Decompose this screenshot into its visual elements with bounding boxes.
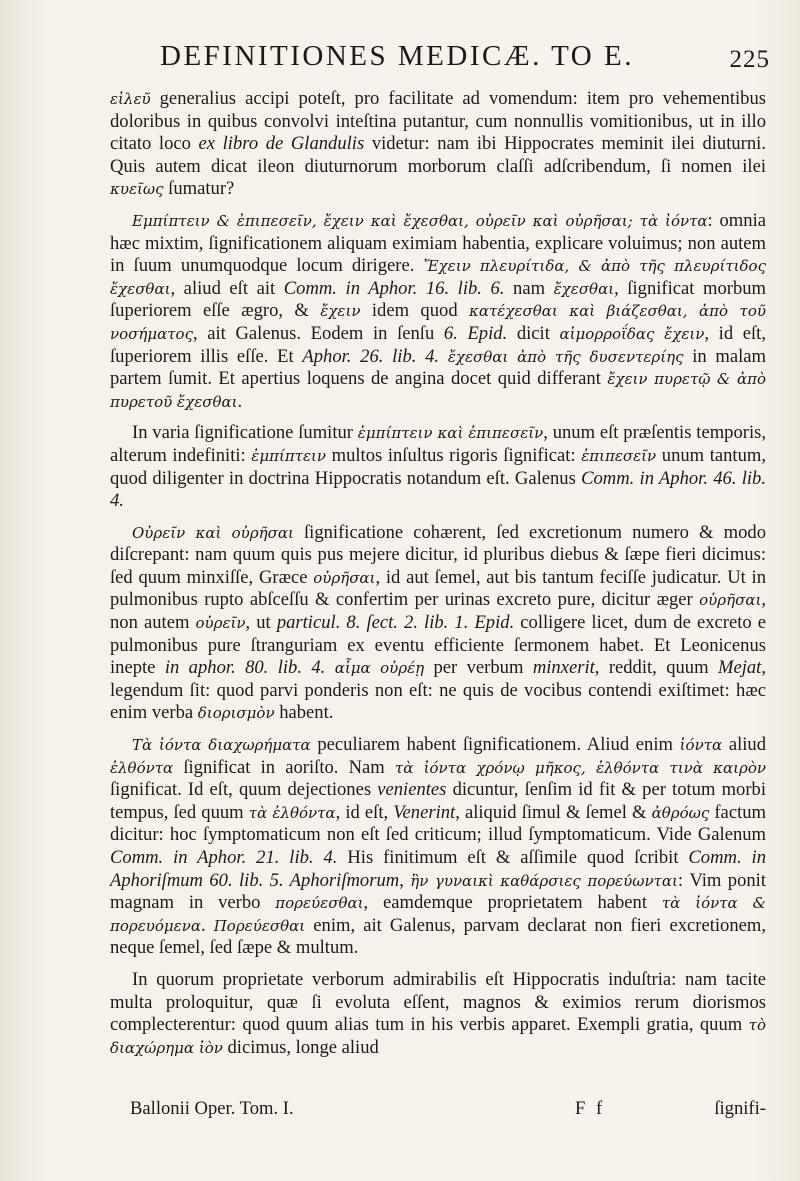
text-run: habent.	[274, 702, 334, 724]
text-run: ſignificatione cohærent, ſed excretionum numero & modo diſcrepant: nam quum quis pus mejere dicitur, id pluribus diebus & ſæpe fieri dicimus: ſed quum minxiſſe, Græce	[110, 521, 767, 588]
greek-term: Πορεύεσθαι	[213, 916, 306, 935]
paragraph	[110, 210, 766, 413]
text-run: peculiarem habent ſignificationem. Aliud enim	[310, 734, 680, 756]
greek-term: κατέχεσθαι καὶ βιάζεσθαι, ἀπὸ τοῦ νοσήματος	[110, 302, 767, 343]
text-run: , eamdemque proprietatem habent	[363, 892, 662, 914]
paragraph	[110, 522, 766, 725]
text-run: factum dicitur: hoc ſymptomaticum non eſt ſed criticum; illud ſymptomaticum. Vide Galenum	[110, 801, 766, 846]
greek-term: ἐμπίπτειν καὶ ἐπιπεσεῖν	[357, 424, 544, 443]
paragraph	[110, 969, 766, 1059]
greek-term: τὰ ἐλθόντα	[248, 803, 336, 822]
text-run: enim, ait Galenus, parvam declarat non fieri excretionem, neque ſemel, ſed ſæpe & multum.	[110, 914, 766, 959]
text-run: ,	[399, 869, 411, 891]
text-run: ſignificat. Id eſt, quum dejectiones	[110, 779, 378, 801]
italic-citation: particul. 8. ſect. 2. lib. 1. Epid.	[276, 612, 515, 634]
text-run: nam	[504, 277, 554, 299]
text-run: unum tantum, quod diligenter in doctrina Hippocratis notandum eſt. Galenus	[110, 444, 766, 489]
page-number: 225	[729, 46, 770, 73]
body-text	[110, 88, 766, 1068]
greek-term: ἰόντα	[679, 736, 723, 755]
greek-term: οὐρῆσαι	[313, 568, 376, 587]
greek-term: οὐρεῖν	[195, 614, 246, 633]
text-run: , ut	[245, 612, 277, 634]
paragraph	[110, 88, 766, 201]
text-run: In varia ſignificatione ſumitur	[132, 422, 358, 444]
greek-term: Οὐρεῖν καὶ οὐρῆσαι	[132, 523, 294, 542]
greek-term: εἰλεῦ	[110, 90, 151, 108]
text-run: colligere licet, dum de excreto e pulmonibus pure ſtranguriam ex eventu efficiente ſermonem habet. Et Leonicenus inepte	[110, 612, 766, 679]
text-run: .	[200, 914, 214, 936]
greek-term: αἱμορροΐδας ἔχειν	[559, 324, 705, 343]
greek-term: Ἔχειν πλευρίτιδα, & ἀπὸ τῆς πλευρίτιδος ἔχεσθαι	[110, 257, 766, 298]
text-run: In quorum proprietate verborum admirabilis eſt Hippocratis induſtria: nam tacite multa proloquitur, quæ ſi evoluta eſſent, magnos & eximios rerum diorismos complecterentur: quod quum alias tum in his verbis apparet. Exempli gratia, quum	[110, 968, 766, 1036]
running-title: DEFINITIONES MEDICÆ. TO E.	[160, 40, 634, 72]
text-run: , aliud eſt ait	[170, 277, 284, 299]
text-run: generalius accipi poteſt, pro facilitate ad vomendum: item pro vehementibus doloribus in quibus convolvi inteſtina putantur, cum nonnullis vomitionibus, ut in illo citato loco	[110, 88, 766, 155]
greek-term: τὰ ἰόντα & πορευόμενα	[110, 894, 766, 935]
text-run: , ſignificat morbum ſuperiorem eſſe ægro, &	[110, 277, 767, 322]
greek-term: Εμπίπτειν & ἐπιπεσεῖν, ἔχειν καὶ ἔχεσθαι, οὐρεῖν καὶ οὐρῆσαι; τὰ ἰόντα	[132, 211, 708, 230]
text-run: , id eſt,	[335, 801, 394, 823]
text-run: aliud	[722, 734, 767, 756]
text-run: in malam partem ſumit. Et apertius loquens de angina docet quid differant	[110, 345, 767, 390]
italic-citation: Mejat	[717, 657, 762, 679]
text-run: , ait Galenus. Eodem in ſenſu	[192, 322, 444, 344]
italic-citation: Comm. in Aphoriſmum 60. lib. 5. Aphoriſmorum	[110, 847, 766, 891]
greek-term: ἔχεσθαι ἀπὸ τῆς δυσεντερίης	[447, 347, 684, 366]
text-run: His finitimum eſt & aſſimile quod ſcribit	[337, 847, 689, 868]
italic-citation: ex libro de Glandulis	[198, 133, 365, 155]
text-run: , aliquid ſimul & ſemel &	[455, 801, 652, 823]
text-run: , unum eſt præſentis temporis, alterum indefiniti:	[110, 422, 766, 466]
greek-term: ἔχεσθαι	[553, 279, 615, 298]
text-run: , reddit, quum	[594, 657, 718, 679]
italic-citation: in aphor. 80. lib. 4.	[164, 657, 326, 679]
page-header	[160, 40, 770, 84]
text-run: , id eſt, ſuperiorem illis eſſe. Et	[110, 322, 766, 367]
italic-citation: Venerint	[393, 801, 456, 823]
italic-citation: 6. Epid.	[443, 322, 508, 344]
text-run: .	[237, 390, 243, 412]
text-run: ſignificat in aoriſto. Nam	[173, 756, 395, 778]
page-footer	[110, 1098, 766, 1122]
greek-term: ἐμπίπτειν	[251, 446, 327, 465]
greek-term: τὰ ἰόντα χρόνῳ μῆκος, ἐλθόντα τινὰ καιρὸν	[394, 758, 766, 777]
text-run: , id aut ſemel, aut bis tantum feciſſe judicatur. Ut in pulmonibus rupto abſceſſu & confertim per urinas excreto pure, dicitur æger	[110, 566, 767, 611]
footer-volume-title: Ballonii Oper. Tom. I.	[130, 1098, 294, 1119]
text-run: ſumatur?	[163, 178, 235, 200]
italic-citation: venientes	[377, 779, 447, 801]
text-run: , non autem	[110, 589, 766, 634]
text-run: per verbum	[424, 657, 533, 679]
greek-term: ἔχειν πυρετῷ & ἀπὸ πυρετοῦ ἔχεσθαι	[110, 370, 766, 411]
greek-term: ἔχειν	[320, 302, 361, 321]
italic-citation: Comm. in Aphor. 46. lib. 4.	[110, 467, 767, 512]
text-run	[439, 346, 448, 367]
italic-citation: Comm. in Aphor. 16. lib. 6.	[283, 277, 505, 299]
paragraph	[110, 422, 766, 512]
italic-citation: Aphor. 26. lib. 4.	[302, 345, 440, 367]
catchword: ſignifi-	[714, 1098, 766, 1119]
greek-term: ἐλθόντα	[110, 758, 174, 777]
greek-term: κυεῖως	[110, 180, 164, 199]
text-run: dicuntur, ſenſim id fit & per totum morbi tempus, ſed quum	[110, 779, 766, 823]
text-run: idem quod	[360, 300, 470, 322]
italic-citation: minxerit	[532, 657, 595, 679]
text-run: multos inſultus rigoris ſignificat:	[326, 444, 582, 466]
text-run: : Vim ponit magnam in verbo	[110, 869, 766, 914]
greek-term: τὸ διαχώρημα ἰὸν	[110, 1016, 766, 1057]
greek-term: Τὰ ἰόντα διαχωρήματα	[132, 736, 311, 755]
signature-mark: F f	[575, 1098, 606, 1119]
greek-term: αἷμα οὐρέῃ	[334, 659, 425, 678]
italic-citation: Comm. in Aphor. 21. lib. 4.	[110, 847, 338, 868]
text-run: , legendum ſit: quod parvi ponderis non eſt: ne quis de vocibus contendi exiſtimet: hæc enim verba	[110, 657, 766, 724]
greek-term: ἣν γυναικὶ καθάρσιες πορεύωνται	[410, 871, 678, 890]
text-run: : omnia hæc mixtim, ſignificationem aliquam eximiam habentia, explicare voluimus; non autem in ſuum unumquodque locum dirigere.	[110, 209, 766, 277]
greek-term: ἐπιπεσεῖν	[581, 446, 657, 465]
text-run: videtur: nam ibi Hippocrates meminit ilei diuturni. Quis autem dicat ileon diuturnorum morborum claſſi adſcribendum, ſi nomen ilei	[110, 133, 766, 177]
paragraph	[110, 734, 766, 960]
text-run: dicimus, longe aliud	[222, 1036, 379, 1058]
greek-term: οὐρῆσαι	[699, 591, 762, 610]
greek-term: ἀθρόως	[651, 803, 710, 822]
greek-term: διορισμὸν	[197, 704, 275, 723]
text-run: dicit	[507, 322, 560, 344]
text-run	[325, 657, 334, 678]
greek-term: πορεύεσθαι	[275, 894, 364, 913]
